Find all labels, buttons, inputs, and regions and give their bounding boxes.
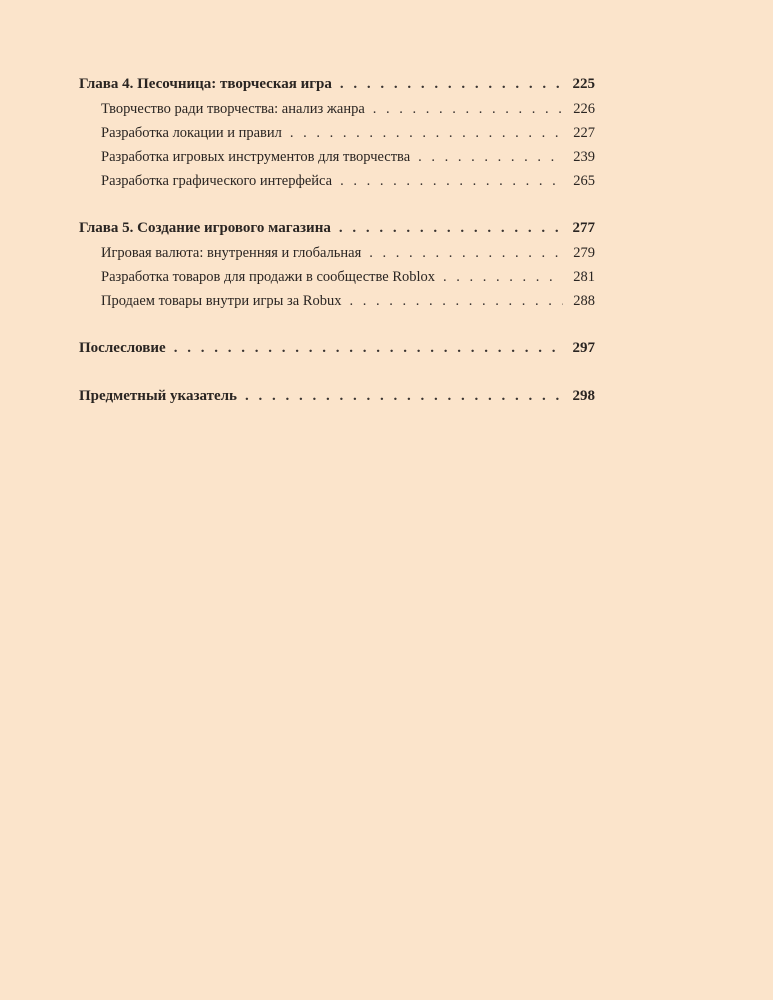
- dot-leader: [443, 265, 563, 289]
- dot-leader: [350, 289, 564, 313]
- dot-leader: [373, 97, 563, 121]
- table-of-contents: [79, 71, 595, 431]
- toc-entry-page: 298: [572, 388, 595, 404]
- toc-section-index: [79, 383, 595, 409]
- toc-section-chapter-4: [79, 71, 595, 193]
- toc-entry-title: Разработка товаров для продажи в сообществе Roblox: [101, 269, 436, 285]
- toc-entry-title: Глава 5. Создание игрового магазина: [79, 220, 331, 236]
- dot-leader: [174, 335, 563, 361]
- toc-subentry: [79, 145, 595, 169]
- toc-chapter-entry: [79, 71, 595, 97]
- toc-entry-page: 281: [573, 269, 595, 285]
- toc-chapter-entry: [79, 383, 595, 409]
- toc-subentry: [79, 97, 595, 121]
- dot-leader: [339, 215, 563, 241]
- dot-leader: [340, 71, 563, 97]
- toc-entry-title: Творчество ради творчества: анализ жанра: [101, 101, 365, 117]
- toc-section-afterword: [79, 335, 595, 361]
- toc-entry-page: 277: [572, 220, 595, 236]
- toc-entry-page: 297: [572, 340, 595, 356]
- toc-section-chapter-5: [79, 215, 595, 313]
- toc-entry-page: 227: [573, 125, 595, 141]
- toc-entry-page: 226: [573, 101, 595, 117]
- toc-entry-title: Глава 4. Песочница: творческая игра: [79, 76, 332, 92]
- toc-entry-title: Послесловие: [79, 340, 166, 356]
- dot-leader: [290, 121, 563, 145]
- dot-leader: [369, 241, 563, 265]
- toc-subentry: [79, 121, 595, 145]
- toc-entry-title: Предметный указатель: [79, 388, 237, 404]
- toc-entry-title: Игровая валюта: внутренняя и глобальная: [101, 245, 362, 261]
- dot-leader: [418, 145, 563, 169]
- toc-chapter-entry: [79, 215, 595, 241]
- toc-chapter-entry: [79, 335, 595, 361]
- toc-subentry: [79, 241, 595, 265]
- dot-leader: [245, 383, 563, 409]
- toc-entry-page: 288: [573, 293, 595, 309]
- toc-subentry: [79, 265, 595, 289]
- toc-subentry: [79, 289, 595, 313]
- toc-entry-title: Разработка графического интерфейса: [101, 173, 333, 189]
- toc-entry-page: 265: [573, 173, 595, 189]
- toc-entry-page: 225: [572, 76, 595, 92]
- toc-subentry: [79, 169, 595, 193]
- toc-entry-title: Разработка локации и правил: [101, 125, 282, 141]
- toc-entry-page: 239: [573, 149, 595, 165]
- dot-leader: [340, 169, 563, 193]
- toc-entry-title: Разработка игровых инструментов для творчества: [101, 149, 411, 165]
- toc-entry-page: 279: [573, 245, 595, 261]
- toc-entry-title: Продаем товары внутри игры за Robux: [101, 293, 342, 309]
